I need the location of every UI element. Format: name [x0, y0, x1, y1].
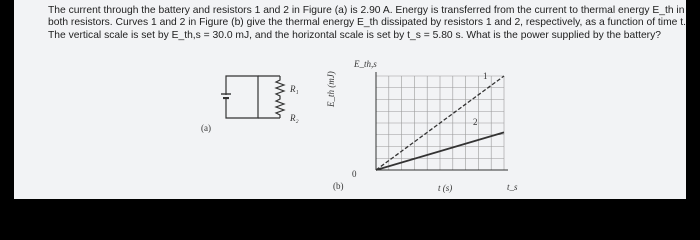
resistor-r2 [276, 97, 284, 118]
circuit-wire [226, 76, 258, 118]
circuit-diagram [204, 58, 324, 138]
curve-2-label: 2 [473, 117, 478, 127]
origin-label: 0 [352, 169, 357, 179]
x-end-label: t_s [507, 182, 518, 192]
x-axis-label: t (s) [438, 183, 453, 193]
energy-graph [354, 60, 514, 180]
y-axis-label: E_th (mJ) [326, 71, 336, 107]
r1-label: R₁ [290, 84, 299, 94]
curve-1-label: 1 [483, 71, 488, 81]
figure-b-label: (b) [333, 181, 344, 191]
problem-panel [14, 0, 686, 199]
y-top-label: E_th,s [354, 59, 377, 69]
figure-a-label: (a) [201, 123, 211, 133]
problem-text: The current through the battery and resistors 1 and 2 in Figure (a) is 2.90 A. Energy is transferred from the current to thermal energy E_th in both resistors. Curves 1 and 2 in Figure (b) give the thermal energy E_th dissipated by resistors 1 and 2, respectively, as a function of time t. The vertical scale is set by E_th,s = 30.0 mJ, and the horizontal scale is set by t_s = 5.80 s. What is the power supplied by the battery? [48, 5, 686, 41]
r2-label: R₂ [290, 113, 299, 123]
resistor-r1 [276, 76, 284, 97]
